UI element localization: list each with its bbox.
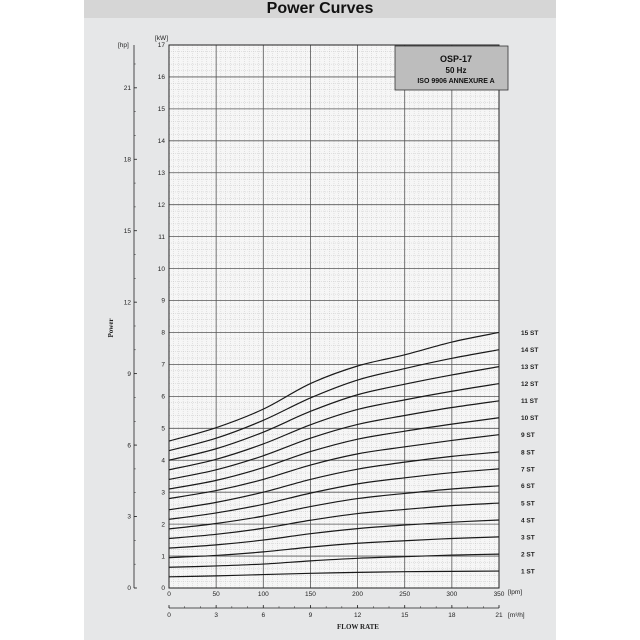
series-label: 3 ST (521, 534, 535, 542)
m3h-unit-label: [m³/h] (508, 612, 525, 619)
hp-unit-label: [hp] (118, 42, 129, 49)
y-tick-label-hp: 12 (123, 299, 131, 307)
x-tick-label-m3h: 12 (353, 612, 362, 619)
y-tick-label-kw: 11 (158, 233, 165, 241)
info-standard: ISO 9906 ANNEXURE A (417, 78, 495, 85)
series-label: 5 ST (521, 500, 535, 508)
x-tick-label-lpm: 300 (446, 591, 458, 598)
series-label: 7 ST (521, 466, 535, 474)
y-tick-label-hp: 9 (127, 370, 131, 378)
y-tick-label-kw: 6 (161, 393, 165, 401)
series-label: 14 ST (521, 347, 539, 355)
y-tick-label-kw: 13 (157, 169, 165, 177)
x-tick-label-lpm: 150 (304, 591, 316, 598)
info-model: OSP-17 (439, 54, 473, 64)
y-tick-label-kw: 16 (157, 74, 165, 82)
series-label: 9 ST (521, 432, 535, 440)
x-tick-label-m3h: 21 (495, 612, 503, 619)
x-axis-title: FLOW RATE (337, 623, 379, 631)
series-labels (521, 330, 538, 576)
info-frequency: 50 Hz (445, 66, 467, 75)
y-tick-label-kw: 14 (157, 138, 165, 146)
y-tick-label-kw: 12 (157, 201, 165, 209)
x-tick-label-m3h: 0 (167, 612, 171, 619)
y-tick-label-hp: 21 (123, 85, 131, 93)
x-tick-label-m3h: 6 (261, 612, 266, 619)
y-tick-label-kw: 15 (157, 106, 165, 114)
y-tick-label-kw: 2 (161, 521, 165, 529)
x-tick-label-lpm: 100 (257, 591, 269, 598)
y-tick-label-kw: 0 (161, 585, 165, 593)
series-label: 8 ST (521, 449, 535, 457)
y-tick-label-kw: 5 (161, 425, 165, 433)
x-tick-label-lpm: 250 (399, 591, 411, 598)
x-tick-label-lpm: 350 (493, 591, 505, 598)
series-label: 11 ST (521, 398, 538, 406)
minor-grid (169, 45, 499, 588)
y-tick-label-kw: 10 (157, 265, 165, 273)
y-tick-label-kw: 9 (161, 297, 165, 305)
y-tick-label-kw: 8 (161, 329, 165, 337)
y-axis-title: Power (107, 318, 115, 338)
series-label: 12 ST (521, 380, 539, 388)
x-tick-label-lpm: 200 (352, 591, 364, 598)
y-tick-label-kw: 17 (157, 42, 165, 50)
x-tick-label-m3h: 18 (448, 612, 456, 619)
y-tick-label-hp: 0 (127, 585, 131, 593)
y-tick-label-kw: 7 (161, 361, 165, 369)
series-label: 15 ST (521, 329, 539, 337)
series-label: 1 ST (521, 568, 535, 576)
y-tick-label-hp: 15 (123, 227, 131, 235)
kw-unit-label: [kW] (155, 35, 168, 42)
y-tick-label-kw: 4 (161, 457, 165, 465)
x-tick-label-lpm: 0 (167, 591, 171, 598)
series-label: 2 ST (521, 551, 535, 559)
y-tick-label-kw: 3 (161, 489, 165, 497)
y-tick-label-hp: 18 (123, 156, 131, 164)
series-label: 4 ST (521, 517, 535, 525)
y-tick-label-hp: 3 (127, 513, 131, 521)
page-title: Power Curves (266, 0, 374, 17)
series-label: 10 ST (521, 415, 539, 423)
lpm-unit-label: [lpm] (508, 589, 523, 596)
x-tick-label-m3h: 9 (308, 612, 313, 619)
y-tick-label-kw: 1 (161, 553, 165, 561)
plot-background (169, 45, 499, 588)
x-tick-label-m3h: 15 (401, 612, 409, 619)
y-tick-label-hp: 6 (127, 442, 131, 450)
x-tick-label-lpm: 50 (212, 591, 220, 598)
series-label: 6 ST (521, 483, 535, 491)
series-label: 13 ST (521, 364, 539, 372)
x-tick-label-m3h: 3 (214, 612, 218, 619)
